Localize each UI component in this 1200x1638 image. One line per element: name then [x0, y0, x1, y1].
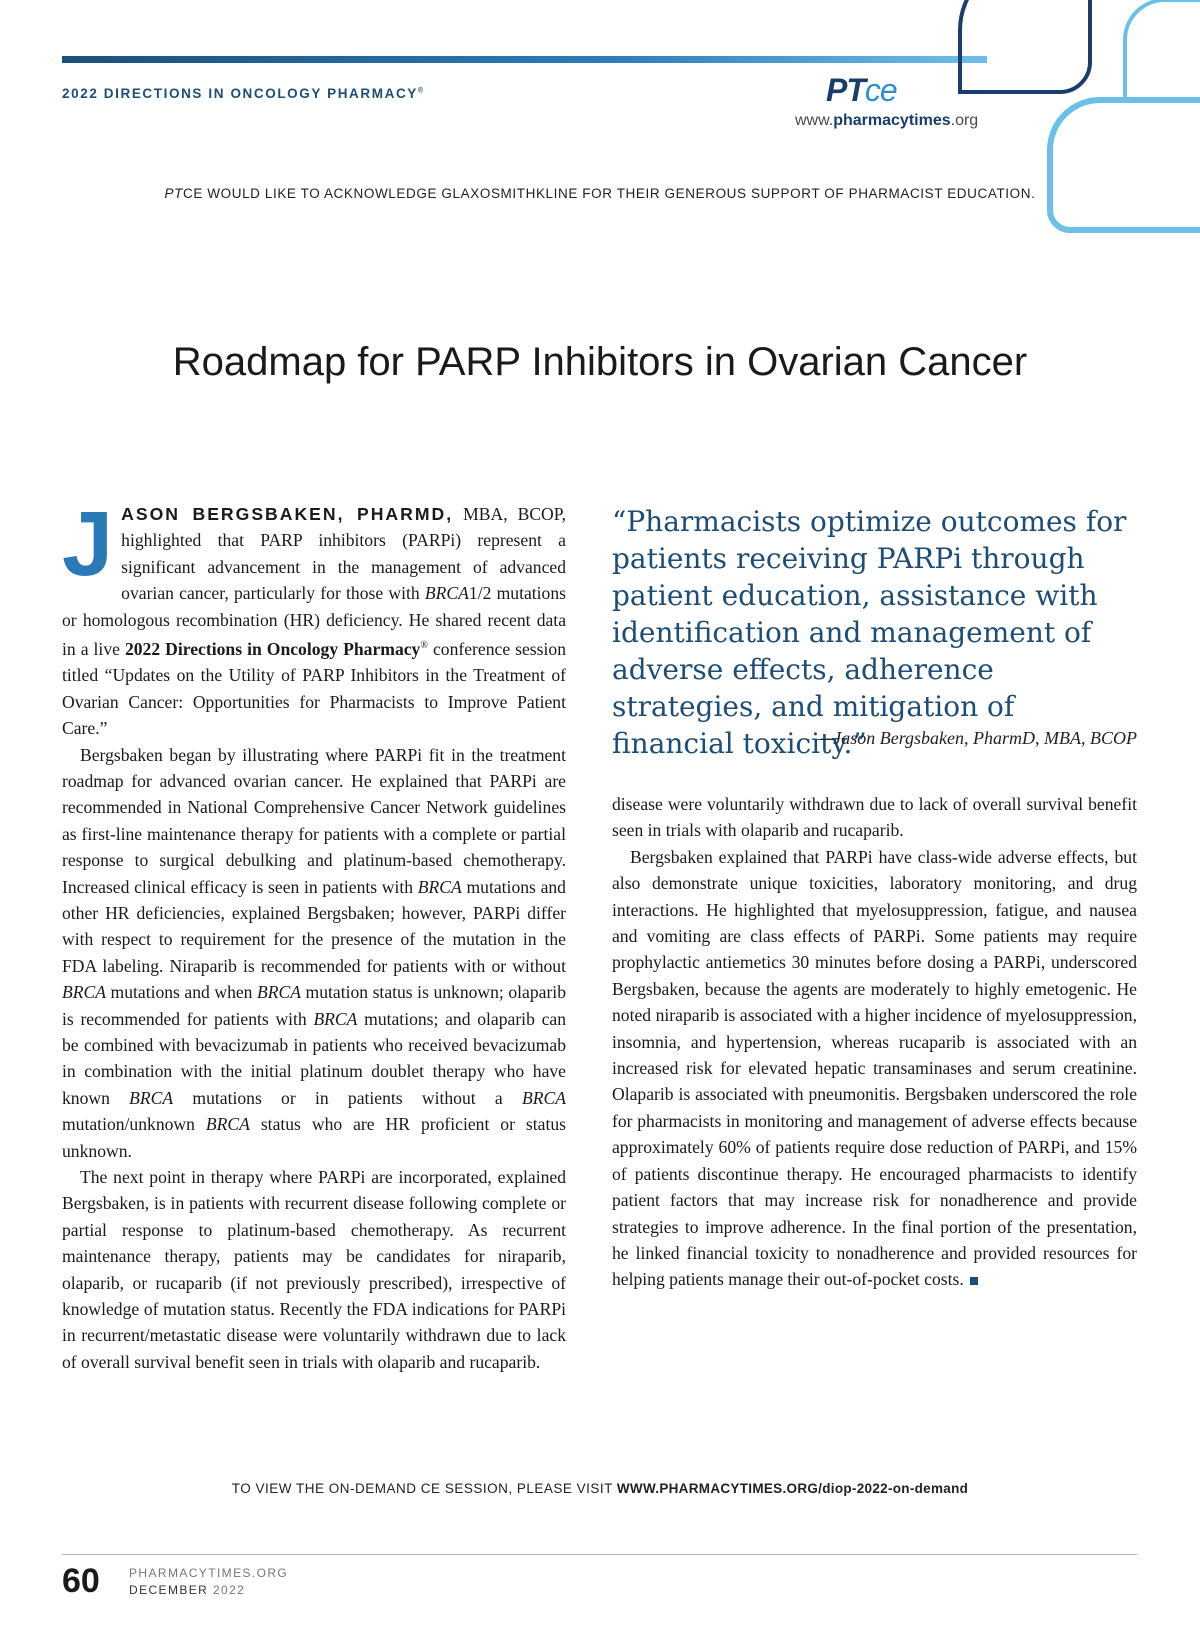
paragraph-roadmap: Bergsbaken began by illustrating where PARPi fit in the treatment roadmap for advanced ovarian cancer. He explained that PARPi are recommended in National Comprehensive Cancer Network guidelines as first-line maintenance therapy for patients with a complete or partial response to surgical debulking and platinum-based chemotherapy. Increased clinical efficacy is seen in patients with BRCA mutations and other HR deficiencies, explained Bergsbaken; however, PARPi differ with respect to requirement for the presence of the mutation in the FDA labeling. Niraparib is recommended for patients with or without BRCA mutations and when BRCA mutation status is unknown; olaparib is recommended for patients with BRCA mutations; and olaparib can be combined with bevacizumab in patients who received bevacizumab in combination with the initial platinum doublet therapy who have known BRCA mutations or in patients without a BRCA mutation/unknown BRCA status who are HR proficient or status unknown. [62, 744, 566, 1161]
page-number: 60 [62, 1562, 100, 1600]
article-column-left [62, 493, 566, 1372]
paragraph-intro: JASON BERGSBAKEN, PHARMD, MBA, BCOP, highlighted that PARP inhibitors (PARPi) represent a significant advancement in the management of advanced ovarian cancer, particularly for those with BRCA1/2 mutations or homologous recombination (HR) deficiency. He shared recent data in a live 2022 Directions in Oncology Pharmacy® conference session titled “Updates on the Utility of PARP Inhibitors in the Treatment of Ovarian Cancer: Opportunities for Pharmacists to Improve Patient Care.” [62, 493, 566, 739]
paragraph-recurrent: The next point in therapy where PARPi are incorporated, explained Bergsbaken, is in patients with recurrent disease following complete or partial response to platinum-based chemotherapy. As recurrent maintenance therapy, patients may be candidates for niraparib, olaparib, or rucaparib (if not previously prescribed), irrespective of knowledge of mutation status. Recently the FDA indications for PARPi in recurrent/metastatic disease were voluntarily withdrawn due to lack of overall survival benefit seen in trials with olaparib and rucaparib. [62, 1167, 566, 1372]
ptce-logo: PTce [826, 72, 897, 108]
drop-cap: J [62, 493, 114, 595]
session-url-link[interactable]: WWW.PHARMACYTIMES.ORG/diop-2022-on-demand [616, 1481, 969, 1496]
paragraph-recurrent-continued: disease were voluntarily withdrawn due to lack of overall survival benefit seen in trials with olaparib and rucaparib. [612, 794, 1137, 841]
publication-name: 2022 DIRECTIONS IN ONCOLOGY PHARMACY® [62, 86, 425, 101]
footer-issue-date: DECEMBER 2022 [129, 1583, 246, 1597]
end-of-article-icon [970, 1277, 978, 1285]
ptce-website: www.pharmacytimes.org [795, 112, 979, 129]
footer-site: PHARMACYTIMES.ORG [129, 1566, 289, 1580]
article-column-right [612, 791, 1137, 1293]
article-title: Roadmap for PARP Inhibitors in Ovarian Cancer [172, 340, 1028, 384]
footer-rule [62, 1554, 1137, 1555]
on-demand-session-note: TO VIEW THE ON-DEMAND CE SESSION, PLEASE VISIT WWW.PHARMACYTIMES.ORG/diop-2022-on-demand [231, 1481, 969, 1496]
header-rule [62, 56, 987, 63]
pull-quote-attribution: —Jason Bergsbaken, PharmD, MBA, BCOP [817, 728, 1137, 748]
paragraph-adverse-effects: Bergsbaken explained that PARPi have class-wide adverse effects, but also demonstrate unique toxicities, laboratory monitoring, and drug interactions. He highlighted that myelosuppression, fatigue, and nausea and vomiting are class effects of PARPi. Some patients may require prophylactic antiemetics 30 minutes before dosing a PARPi, underscored Bergsbaken, because the agents are moderately to highly emetogenic. He noted niraparib is associated with a higher incidence of myelosuppression, insomnia, and hypertension, whereas rucaparib is associated with an increased risk for elevated hepatic transaminases and serum creatinine. Olaparib is associated with pneumonitis. Bergsbaken underscored the role for pharmacists in monitoring and management of adverse effects because approximately 60% of patients require dose reduction of PARPi, and 15% of patients discontinue therapy. He encouraged pharmacists to identify patient factors that may increase risk for nonadherence and provide strategies to improve adherence. In the final portion of the presentation, he linked financial toxicity to nonadherence and provided resources for helping patients manage their out-of-pocket costs. [612, 846, 1137, 1290]
author-name: ASON BERGSBAKEN, PHARMD, [121, 504, 454, 524]
sponsor-acknowledgement: PTCE WOULD LIKE TO ACKNOWLEDGE GLAXOSMITHKLINE FOR THEIR GENEROUS SUPPORT OF PHARMACIST EDUCATION. [164, 186, 1036, 201]
pull-quote: “Pharmacists optimize outcomes for patients receiving PARPi through patient education, assistance with identification and management of adverse effects, adherence strategies, and mitigation of financial toxicity.” [612, 505, 1127, 760]
